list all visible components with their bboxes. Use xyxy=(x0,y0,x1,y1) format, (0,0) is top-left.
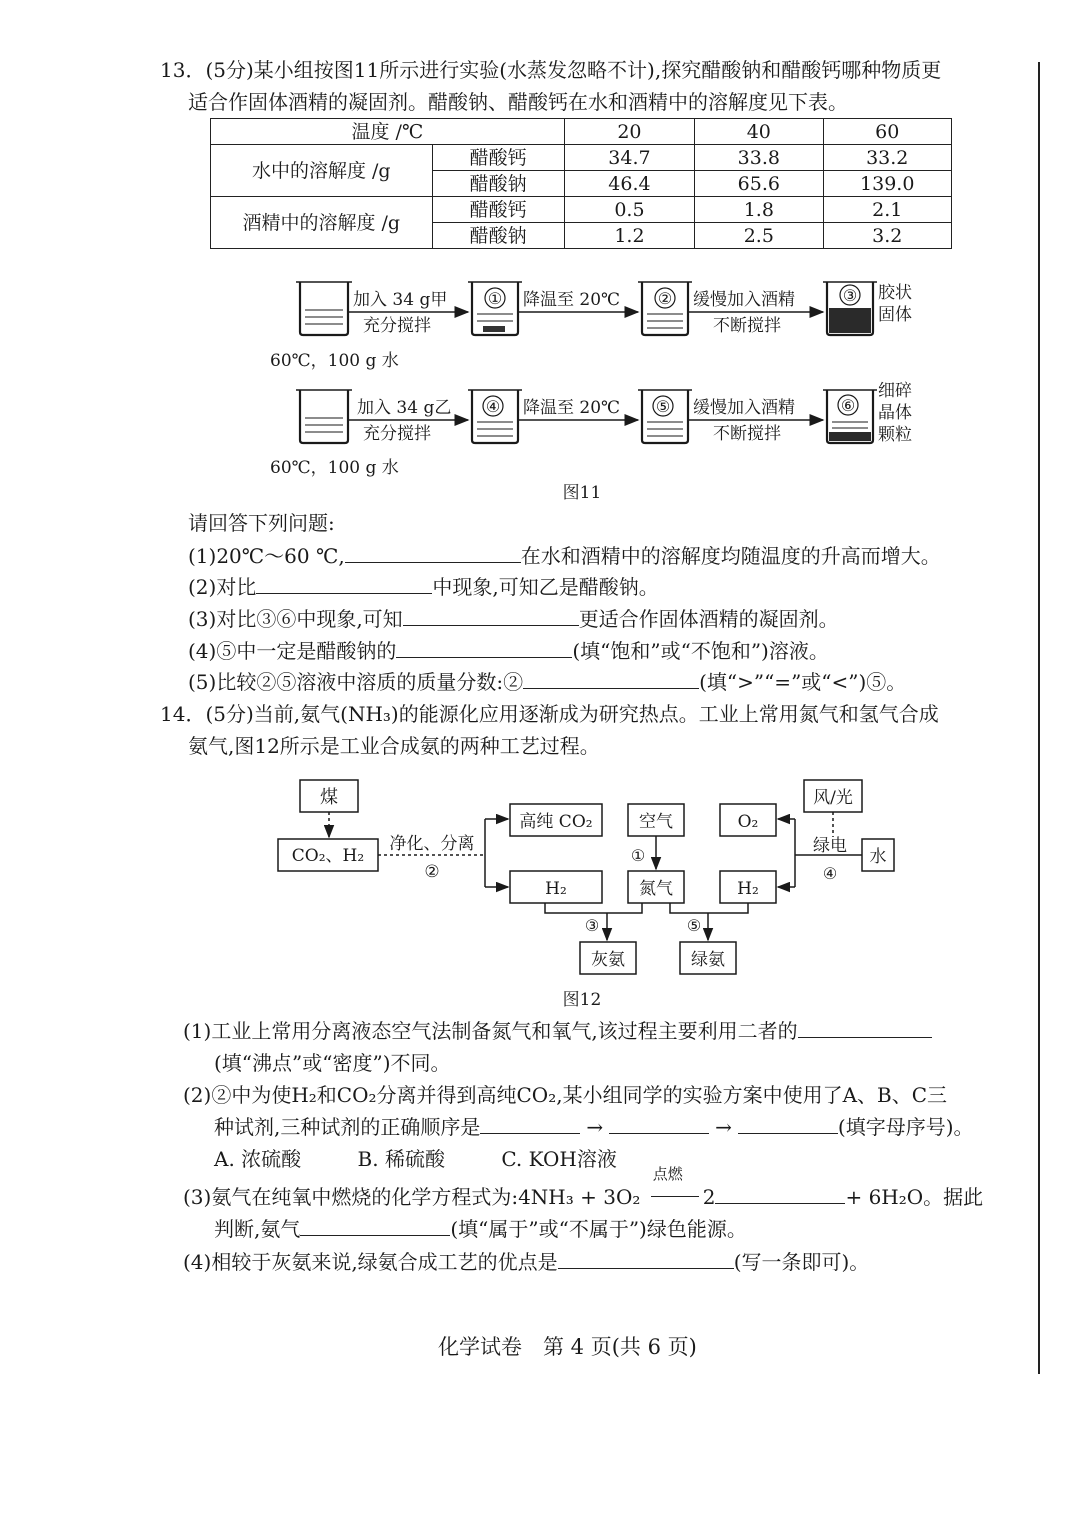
page-footer: 化学试卷 第 4 页(共 6 页) xyxy=(438,1335,697,1359)
figure-11 xyxy=(255,270,955,510)
q14-sub4-text2: (写一条即可)。 xyxy=(733,1250,870,1274)
option-c: C. KOH溶液 xyxy=(501,1147,617,1171)
answer-blank[interactable] xyxy=(523,668,699,689)
air-label: 空气 xyxy=(639,812,673,832)
figure-11-caption: 图11 xyxy=(562,483,602,503)
answer-blank[interactable] xyxy=(345,542,521,563)
beaker-start-1 xyxy=(296,282,352,335)
r1-step2: 降温至 20℃ xyxy=(523,290,621,310)
q13-sub3-text2: 更适合作固体酒精的凝固剂。 xyxy=(578,607,839,631)
answer-blank[interactable] xyxy=(256,573,432,594)
r2-step1-top: 加入 34 g乙 xyxy=(357,398,452,418)
row-name: 醋酸钠 xyxy=(432,171,564,197)
h2-right-label: H₂ xyxy=(737,879,759,899)
r2-result3: 颗粒 xyxy=(878,425,912,445)
figure-12 xyxy=(270,775,910,1015)
green-label: 绿氨 xyxy=(691,950,725,970)
r2-start: 60℃，100 g 水 xyxy=(270,458,399,478)
q14-sub2-line2 xyxy=(214,1112,974,1142)
grey-label: 灰氨 xyxy=(591,950,625,970)
q13-sub1 xyxy=(188,541,941,571)
q14-sub3-text2: 2 xyxy=(702,1185,716,1209)
q14-sub3 xyxy=(183,1165,984,1212)
q13-sub5-text2: (填“>”“=”或“<”)⑤。 xyxy=(699,670,907,694)
r2-label1: ④ xyxy=(485,397,501,416)
answer-blank[interactable] xyxy=(738,1113,838,1134)
r1-step3-top: 缓慢加入酒精 xyxy=(693,290,795,310)
q14-sub2: (2)②中为使H₂和CO₂分离并得到高纯CO₂,某小组同学的实验方案中使用了A、B、C三 xyxy=(183,1083,948,1107)
answer-blank[interactable] xyxy=(609,1113,709,1134)
solubility-table xyxy=(210,118,952,249)
condition-bar xyxy=(651,1196,699,1197)
q14-sub4 xyxy=(183,1247,869,1277)
row-name: 醋酸钠 xyxy=(432,223,564,249)
answer-blank[interactable] xyxy=(396,637,572,658)
o2-label: O₂ xyxy=(737,812,759,832)
condition-label: 点燃 xyxy=(652,1165,683,1183)
c3-label: ③ xyxy=(584,916,600,935)
q14-sub3-text3: + 6H₂O。据此 xyxy=(845,1185,984,1209)
q14-line1: 14．(5分)当前,氨气(NH₃)的能源化应用逐渐成为研究热点。工业上常用氮气和氢气合成 xyxy=(160,702,939,726)
r2-step2: 降温至 20℃ xyxy=(523,398,621,418)
r2-result1: 细碎 xyxy=(878,381,912,401)
r1-step1-bottom: 充分搅拌 xyxy=(363,316,431,336)
cell: 33.2 xyxy=(823,145,952,171)
r1-start: 60℃，100 g 水 xyxy=(270,351,399,371)
q14-sub2-text2: (填字母序号)。 xyxy=(837,1115,974,1139)
c4-label: ④ xyxy=(822,864,838,883)
table-row xyxy=(211,119,952,145)
cell: 2.5 xyxy=(695,223,823,249)
q14-sub3-text: (3)氨气在纯氧中燃烧的化学方程式为:4NH₃ + 3O₂ xyxy=(183,1185,641,1209)
q13-sub4-text: (4)⑤中一定是醋酸钠的 xyxy=(188,639,397,663)
r2-result2: 晶体 xyxy=(878,403,912,423)
h2-left-label: H₂ xyxy=(545,879,567,899)
r1-result2: 固体 xyxy=(878,305,912,325)
temp-label: 温度 /℃ xyxy=(211,119,565,145)
green-power-label: 绿电 xyxy=(813,836,847,856)
temp-60: 60 xyxy=(823,119,952,145)
r1-label2: ② xyxy=(657,289,673,308)
q13-sub4 xyxy=(188,636,829,666)
co2-label: 高纯 CO₂ xyxy=(519,812,593,832)
wind-label: 风/光 xyxy=(813,788,853,808)
table-row xyxy=(211,145,952,171)
arrow-icon: → xyxy=(586,1115,604,1139)
water-label: 水 xyxy=(869,847,887,867)
temp-20: 20 xyxy=(564,119,694,145)
q14-sub3-line2 xyxy=(214,1214,747,1244)
q13-sub1-text: (1)20℃～60 ℃, xyxy=(188,544,345,568)
r1-step1-top: 加入 34 g甲 xyxy=(353,290,448,310)
q14-sub1-line2: (填“沸点”或“密度”)不同。 xyxy=(214,1051,451,1075)
answer-blank[interactable] xyxy=(798,1017,932,1038)
cell: 33.8 xyxy=(695,145,823,171)
answer-blank[interactable] xyxy=(403,605,579,626)
q13-sub2 xyxy=(188,572,659,602)
q13-sub1-text2: 在水和酒精中的溶解度均随温度的升高而增大。 xyxy=(520,544,941,568)
row-name: 醋酸钙 xyxy=(432,145,564,171)
cell: 3.2 xyxy=(823,223,952,249)
r2-step3-top: 缓慢加入酒精 xyxy=(693,398,795,418)
co2-h2-label: CO₂、H₂ xyxy=(291,846,365,866)
cell: 1.8 xyxy=(695,197,823,223)
q13-sub3-text: (3)对比③⑥中现象,可知 xyxy=(188,607,403,631)
purify-label: 净化、分离 xyxy=(389,834,475,854)
cell: 139.0 xyxy=(823,171,952,197)
q14-line2: 氨气,图12所示是工业合成氨的两种工艺过程。 xyxy=(188,734,600,758)
q13-prompt: 请回答下列问题: xyxy=(188,511,335,535)
q13-sub5 xyxy=(188,667,906,697)
cell: 2.1 xyxy=(823,197,952,223)
margin-rule xyxy=(1038,62,1040,1374)
q14-options xyxy=(214,1144,617,1174)
table-row xyxy=(211,197,952,223)
r2-step3-bottom: 不断搅拌 xyxy=(713,424,781,444)
coal-label: 煤 xyxy=(320,787,338,808)
answer-blank[interactable] xyxy=(558,1248,734,1269)
q13-sub4-text2: (填“饱和”或“不饱和”)溶液。 xyxy=(572,639,829,663)
answer-blank[interactable] xyxy=(300,1215,450,1236)
cell: 46.4 xyxy=(564,171,694,197)
option-b: B. 稀硫酸 xyxy=(357,1147,445,1171)
answer-blank[interactable] xyxy=(480,1113,580,1134)
q14-sub1-text: (1)工业上常用分离液态空气法制备氮气和氧气,该过程主要利用二者的 xyxy=(183,1019,798,1043)
q13-sub2-text2: 中现象,可知乙是醋酸钠。 xyxy=(432,575,659,599)
n2-label: 氮气 xyxy=(639,879,673,899)
option-a: A. 浓硫酸 xyxy=(214,1147,302,1171)
cell: 0.5 xyxy=(564,197,694,223)
answer-blank[interactable] xyxy=(715,1183,845,1204)
q14-sub2-text: 种试剂,三种试剂的正确顺序是 xyxy=(214,1115,481,1139)
r1-step3-bottom: 不断搅拌 xyxy=(713,316,781,336)
c2-label: ② xyxy=(424,862,440,882)
q13-line1: 13．(5分)某小组按图11所示进行实验(水蒸发忽略不计),探究醋酸钠和醋酸钙哪种物质更 xyxy=(160,58,942,82)
r2-label2: ⑤ xyxy=(655,397,671,416)
q14-sub3-text4: 判断,氨气 xyxy=(214,1217,301,1241)
alcohol-label: 酒精中的溶解度 /g xyxy=(211,197,433,249)
water-label: 水中的溶解度 /g xyxy=(211,145,433,197)
q14-sub4-text: (4)相较于灰氨来说,绿氨合成工艺的优点是 xyxy=(183,1250,558,1274)
c1-label: ① xyxy=(630,846,646,865)
cell: 65.6 xyxy=(695,171,823,197)
q13-line2: 适合作固体酒精的凝固剂。醋酸钠、醋酸钙在水和酒精中的溶解度见下表。 xyxy=(188,90,848,114)
row-name: 醋酸钙 xyxy=(432,197,564,223)
c5-label: ⑤ xyxy=(686,916,702,935)
q14-sub1 xyxy=(183,1016,932,1046)
arrow-icon: → xyxy=(715,1115,732,1139)
r1-label1: ① xyxy=(487,289,503,308)
cell: 1.2 xyxy=(564,223,694,249)
q14-sub3-text5: (填“属于”或“不属于”)绿色能源。 xyxy=(450,1217,747,1241)
cell: 34.7 xyxy=(564,145,694,171)
q13-sub3 xyxy=(188,604,839,634)
q13-sub2-text: (2)对比 xyxy=(188,575,257,599)
beaker-start-2 xyxy=(296,390,352,443)
figure-12-caption: 图12 xyxy=(562,990,602,1010)
temp-40: 40 xyxy=(695,119,823,145)
r1-label3: ③ xyxy=(842,286,858,305)
reaction-condition xyxy=(651,1165,699,1204)
q13-sub5-text: (5)比较②⑤溶液中溶质的质量分数:② xyxy=(188,670,524,694)
r2-step1-bottom: 充分搅拌 xyxy=(363,424,431,444)
r2-label3: ⑥ xyxy=(840,396,856,415)
r1-result1: 胶状 xyxy=(878,283,912,303)
